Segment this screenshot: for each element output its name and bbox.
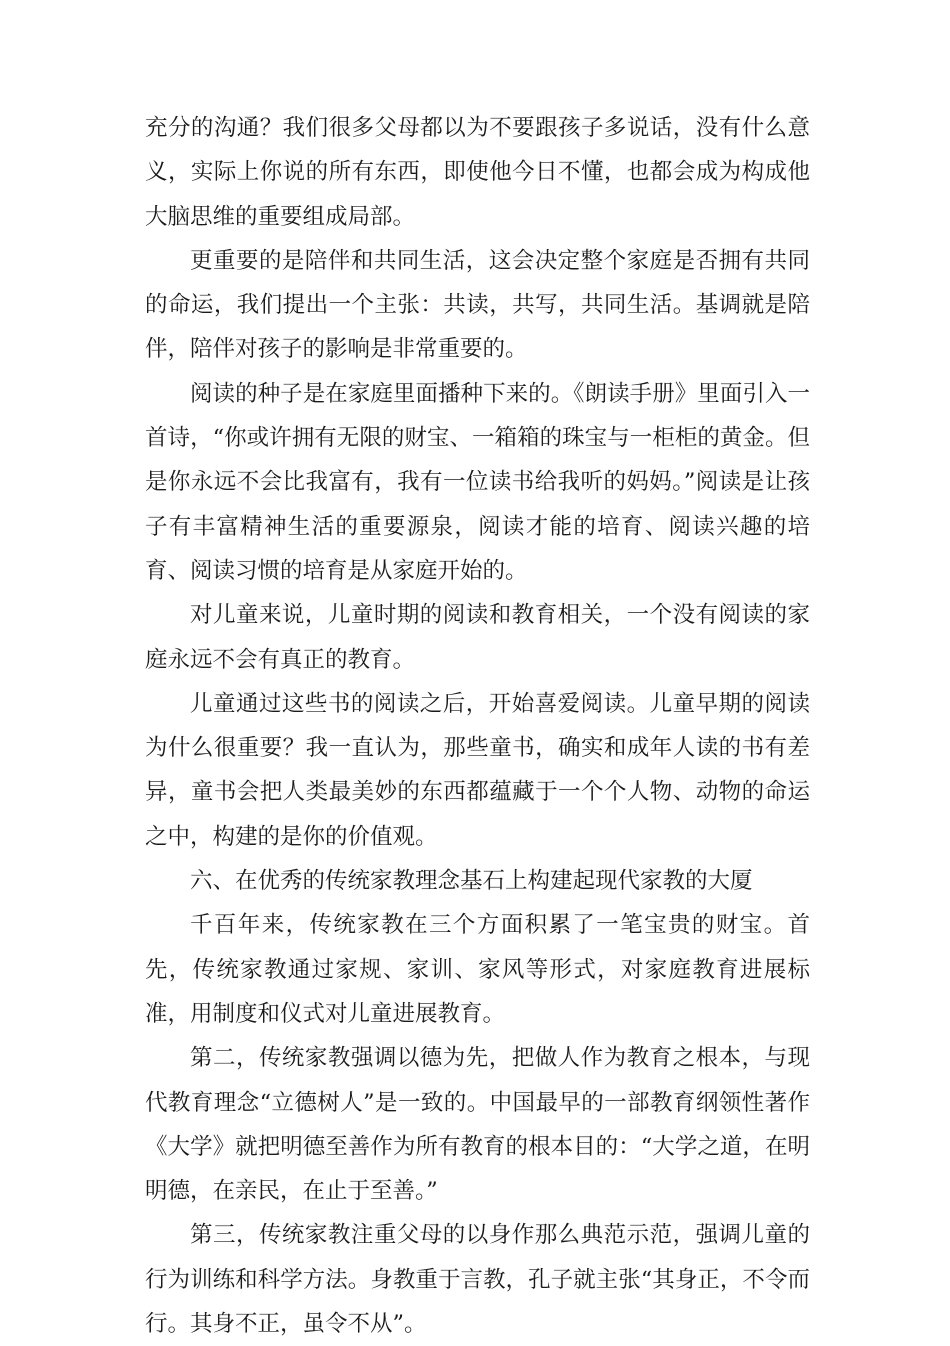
paragraph: 儿童通过这些书的阅读之后，开始喜爱阅读。儿童早期的阅读为什么很重要？我一直认为，那些童书，确实和成年人读的书有差异，童书会把人类最美妙的东西都蕴藏于一个个人物、动物的命运之中，构建的是你的价值观。 <box>145 690 810 850</box>
paragraph: 千百年来，传统家教在三个方面积累了一笔宝贵的财宝。首先，传统家教通过家规、家训、家风等形式，对家庭教育进展标准，用制度和仪式对儿童进展教育。 <box>145 912 810 1027</box>
document-body <box>145 106 810 1346</box>
paragraph: 对儿童来说，儿童时期的阅读和教育相关，一个没有阅读的家庭永远不会有真正的教育。 <box>145 602 810 673</box>
paragraph: 更重要的是陪伴和共同生活，这会决定整个家庭是否拥有共同的命运，我们提出一个主张：共读，共写，共同生活。基调就是陪伴，陪伴对孩子的影响是非常重要的。 <box>145 247 810 363</box>
section-heading: 六、在优秀的传统家教理念基石上构建起现代家教的大厦 <box>190 868 753 895</box>
paragraph: 第三，传统家教注重父母的以身作那么典范示范，强调儿童的行为训练和科学方法。身教重于言教，孔子就主张“其身正，不令而行。其身不正，虽令不从”。 <box>145 1222 810 1338</box>
paragraph-continued: 充分的沟通？我们很多父母都以为不要跟孩子多说话，没有什么意义，实际上你说的所有东西，即使他今日不懂，也都会成为构成他大脑思维的重要组成局部。 <box>145 115 810 230</box>
paragraph: 阅读的种子是在家庭里面播种下来的。《朗读手册》里面引入一首诗，“你或许拥有无限的财宝、一箱箱的珠宝与一柜柜的黄金。但是你永远不会比我富有，我有一位读书给我听的妈妈。”阅读是让孩子有丰富精神生活的重要源泉，阅读才能的培育、阅读兴趣的培育、阅读习惯的培育是从家庭开始的。 <box>145 380 810 584</box>
paragraph: 第二，传统家教强调以德为先，把做人作为教育之根本，与现代教育理念“立德树人”是一致的。中国最早的一部教育纲领性著作《大学》就把明德至善作为所有教育的根本目的：“大学之道，在明明德，在亲民，在止于至善。” <box>145 1045 810 1205</box>
